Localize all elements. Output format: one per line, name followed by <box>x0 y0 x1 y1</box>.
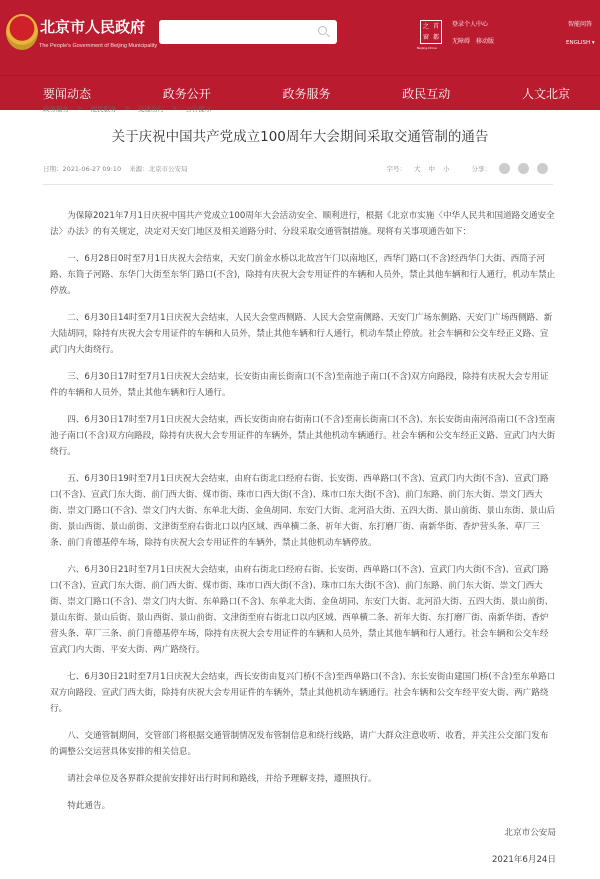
capital-logo-en: Beijing·China <box>417 46 437 50</box>
share-label: 分享： <box>471 165 491 173</box>
article-meta <box>43 163 548 174</box>
favorite-icon[interactable] <box>537 163 548 174</box>
signature: 北京市公安局 <box>504 828 556 838</box>
article-date: 日期：2021-06-27 09:10 <box>43 165 122 173</box>
crumb-convenience[interactable]: 便民服务 <box>90 105 117 113</box>
crumb-gov-services[interactable]: 政务服务 <box>43 105 69 113</box>
nav-news[interactable]: 要闻动态 <box>43 86 92 101</box>
accessible-link[interactable]: 无障碍 <box>452 38 471 45</box>
paragraph: 一、6月28日0时至7月1日庆祝大会结束，天安门前金水桥以北故宫午门以南地区，西华门路口(不含)经西华门大街、西筒子河路、东筒子河路、东华门大街至东华门路口(不含)，除持有庆祝大会专用证件的车辆和人员外，禁止其他车辆和行人通行，机动车禁止停放。 <box>50 254 556 296</box>
nav-gov-services[interactable]: 政务服务 <box>282 86 331 101</box>
crumb-traffic[interactable]: 交通出行 <box>137 105 164 113</box>
mobile-link[interactable]: 移动版 <box>476 38 495 45</box>
crumb-separator: > <box>124 104 130 112</box>
font-small-button[interactable]: 小 <box>443 165 450 173</box>
crumb-separator: > <box>77 104 83 112</box>
font-medium-button[interactable]: 中 <box>428 165 435 173</box>
paragraph: 二、6月30日14时至7月1日庆祝大会结束，人民大会堂西侧路、人民大会堂南侧路、天安门广场东侧路、天安门广场西侧路、新大陆胡同，除持有庆祝大会专用证件的车辆和人员外，禁止其他车辆和行人通行，机动车禁止停放。社会车辆和公交车经正义路、宣武门内大街绕行。 <box>50 313 553 355</box>
weibo-icon[interactable] <box>518 163 529 174</box>
sign-date: 2021年6月24日 <box>491 855 556 865</box>
paragraph: 八、交通管制期间，交管部门将根据交通管制情况发布管制信息和绕行线路，请广大群众注意收听、收看，并关注公交部门发布的调整公交运营具体安排的相关信息。 <box>50 731 549 757</box>
article-title: 关于庆祝中国共产党成立100周年大会期间采取交通管制的通告 <box>111 129 489 145</box>
paragraph: 三、6月30日17时至7月1日庆祝大会结束，长安街由南长街南口(不含)至南池子南口(不含)双方向路段，除持有庆祝大会专用证件的车辆和人员外，禁止其他车辆和行人通行。 <box>50 372 549 398</box>
national-emblem-logo[interactable] <box>6 14 38 50</box>
site-header <box>0 0 600 75</box>
crumb-separator: > <box>171 104 178 112</box>
qa-link[interactable]: 智能问答 <box>568 21 593 28</box>
font-size-label: 字号： <box>386 165 406 173</box>
wechat-icon[interactable] <box>499 163 510 174</box>
paragraph: 为保障2021年7月1日庆祝中国共产党成立100周年大会活动安全、顺利进行，根据《北京市实施〈中华人民共和国道路交通安全法〉办法》的有关规定，决定对天安门地区及相关道路分时、分段采取交通管制措施。现将有关事项通告如下： <box>50 211 555 237</box>
divider <box>43 184 553 185</box>
paragraph: 四、6月30日17时至7月1日庆祝大会结束，西长安街由府右街南口(不含)至南长街南口(不含)、东长安街由南河沿南口(不含)至南池子南口(不含)双方向路段，除持有庆祝大会专用证件的车辆外，禁止其他机动车辆通行。社会车辆和公交车经正义路、宣武门内大街绕行。 <box>50 415 556 457</box>
font-large-button[interactable]: 大 <box>414 165 421 173</box>
crumb-notices[interactable]: 公告提示 <box>185 105 212 113</box>
paragraph: 六、6月30日21时至7月1日庆祝大会结束，由府右街北口经府右街、长安街、西单路口(不含)、宣武门内大街(不含)、宣武门路口(不含)、宣武门东大街、前门西大街、煤市街、珠市口西大街(不含)、珠市口东大街(不含)、前门东路、前门东大街、崇文门西大街、崇文门路口(不含)、崇文门内大街、东单路口(不含)、东单北大街、金鱼胡同、东安门大街、北河沿大街、五四大街、景山前街、景山东街、景山后街、景山西街、景山前街、文津街至府右街北口以内区域、西单横二条、祈年大街、东打磨厂街、南新华街、香炉营头条、草厂三条、前门肯德基停车场，除持有庆祝大会专用证件的车辆和人员外，禁止其他车辆和行人通行。社会车辆和公交车经宣武门内大街、平安大街、两广路绕行。 <box>50 565 554 655</box>
logo-char: 窗 <box>422 34 429 41</box>
paragraph: 请社会单位及各界群众提前安排好出行时间和路线，并给予理解支持，遵照执行。 <box>67 774 377 784</box>
logo-char: 之 <box>422 23 429 30</box>
paragraph: 特此通告。 <box>67 801 111 811</box>
logo-char: 首 <box>432 23 439 30</box>
paragraph: 五、6月30日19时至7月1日庆祝大会结束，由府右街北口经府右街、长安街、西单路口(不含)、宣武门内大街(不含)、宣武门路口(不含)、宣武门东大街、前门西大街、煤市街、珠市口西大街(不含)、珠市口东大街(不含)、前门东路、前门东大街、崇文门西大街、崇文门路口(不含)、崇文门内大街、东单北大街、金鱼胡同、东安门大街、北河沿大街、五四大街、景山前街、景山东街、景山后街、景山西街、景山前街、文津街至府右街北口以内区域、西单横二条、祈年大街、东打磨厂街、南新华街、香炉营头条、草厂三条、前门肯德基停车场，除持有庆祝大会专用证件的车辆外，禁止其他机动车辆停放。 <box>50 474 556 548</box>
nav-gov-affairs[interactable]: 政务公开 <box>162 86 211 101</box>
article-source: 来源：北京市公安局 <box>129 165 188 173</box>
search-icon[interactable] <box>318 26 327 35</box>
site-name-en: The People's Government of Beijing Municipality <box>39 43 158 49</box>
login-link[interactable]: 登录个人中心 <box>452 21 489 28</box>
nav-culture[interactable]: 人文北京 <box>521 86 570 101</box>
logo-char: 都 <box>432 34 439 41</box>
search-input[interactable] <box>159 20 337 44</box>
site-name[interactable]: 北京市人民政府 <box>40 18 146 36</box>
breadcrumb <box>43 104 211 113</box>
capital-window-logo[interactable] <box>420 20 442 44</box>
paragraph: 七、6月30日21时至7月1日庆祝大会结束，西长安街由复兴门桥(不含)至西单路口(不含)、东长安街由建国门桥(不含)至东单路口双方向路段、宣武门西大街，除持有庆祝大会专用证件的车辆外，禁止其他机动车辆通行。社会车辆和公交车经平安大街、两广路绕行。 <box>50 672 556 714</box>
article-body <box>50 208 556 879</box>
nav-interaction[interactable]: 政民互动 <box>402 86 451 101</box>
english-dropdown[interactable]: ENGLISH ▾ <box>566 40 595 46</box>
